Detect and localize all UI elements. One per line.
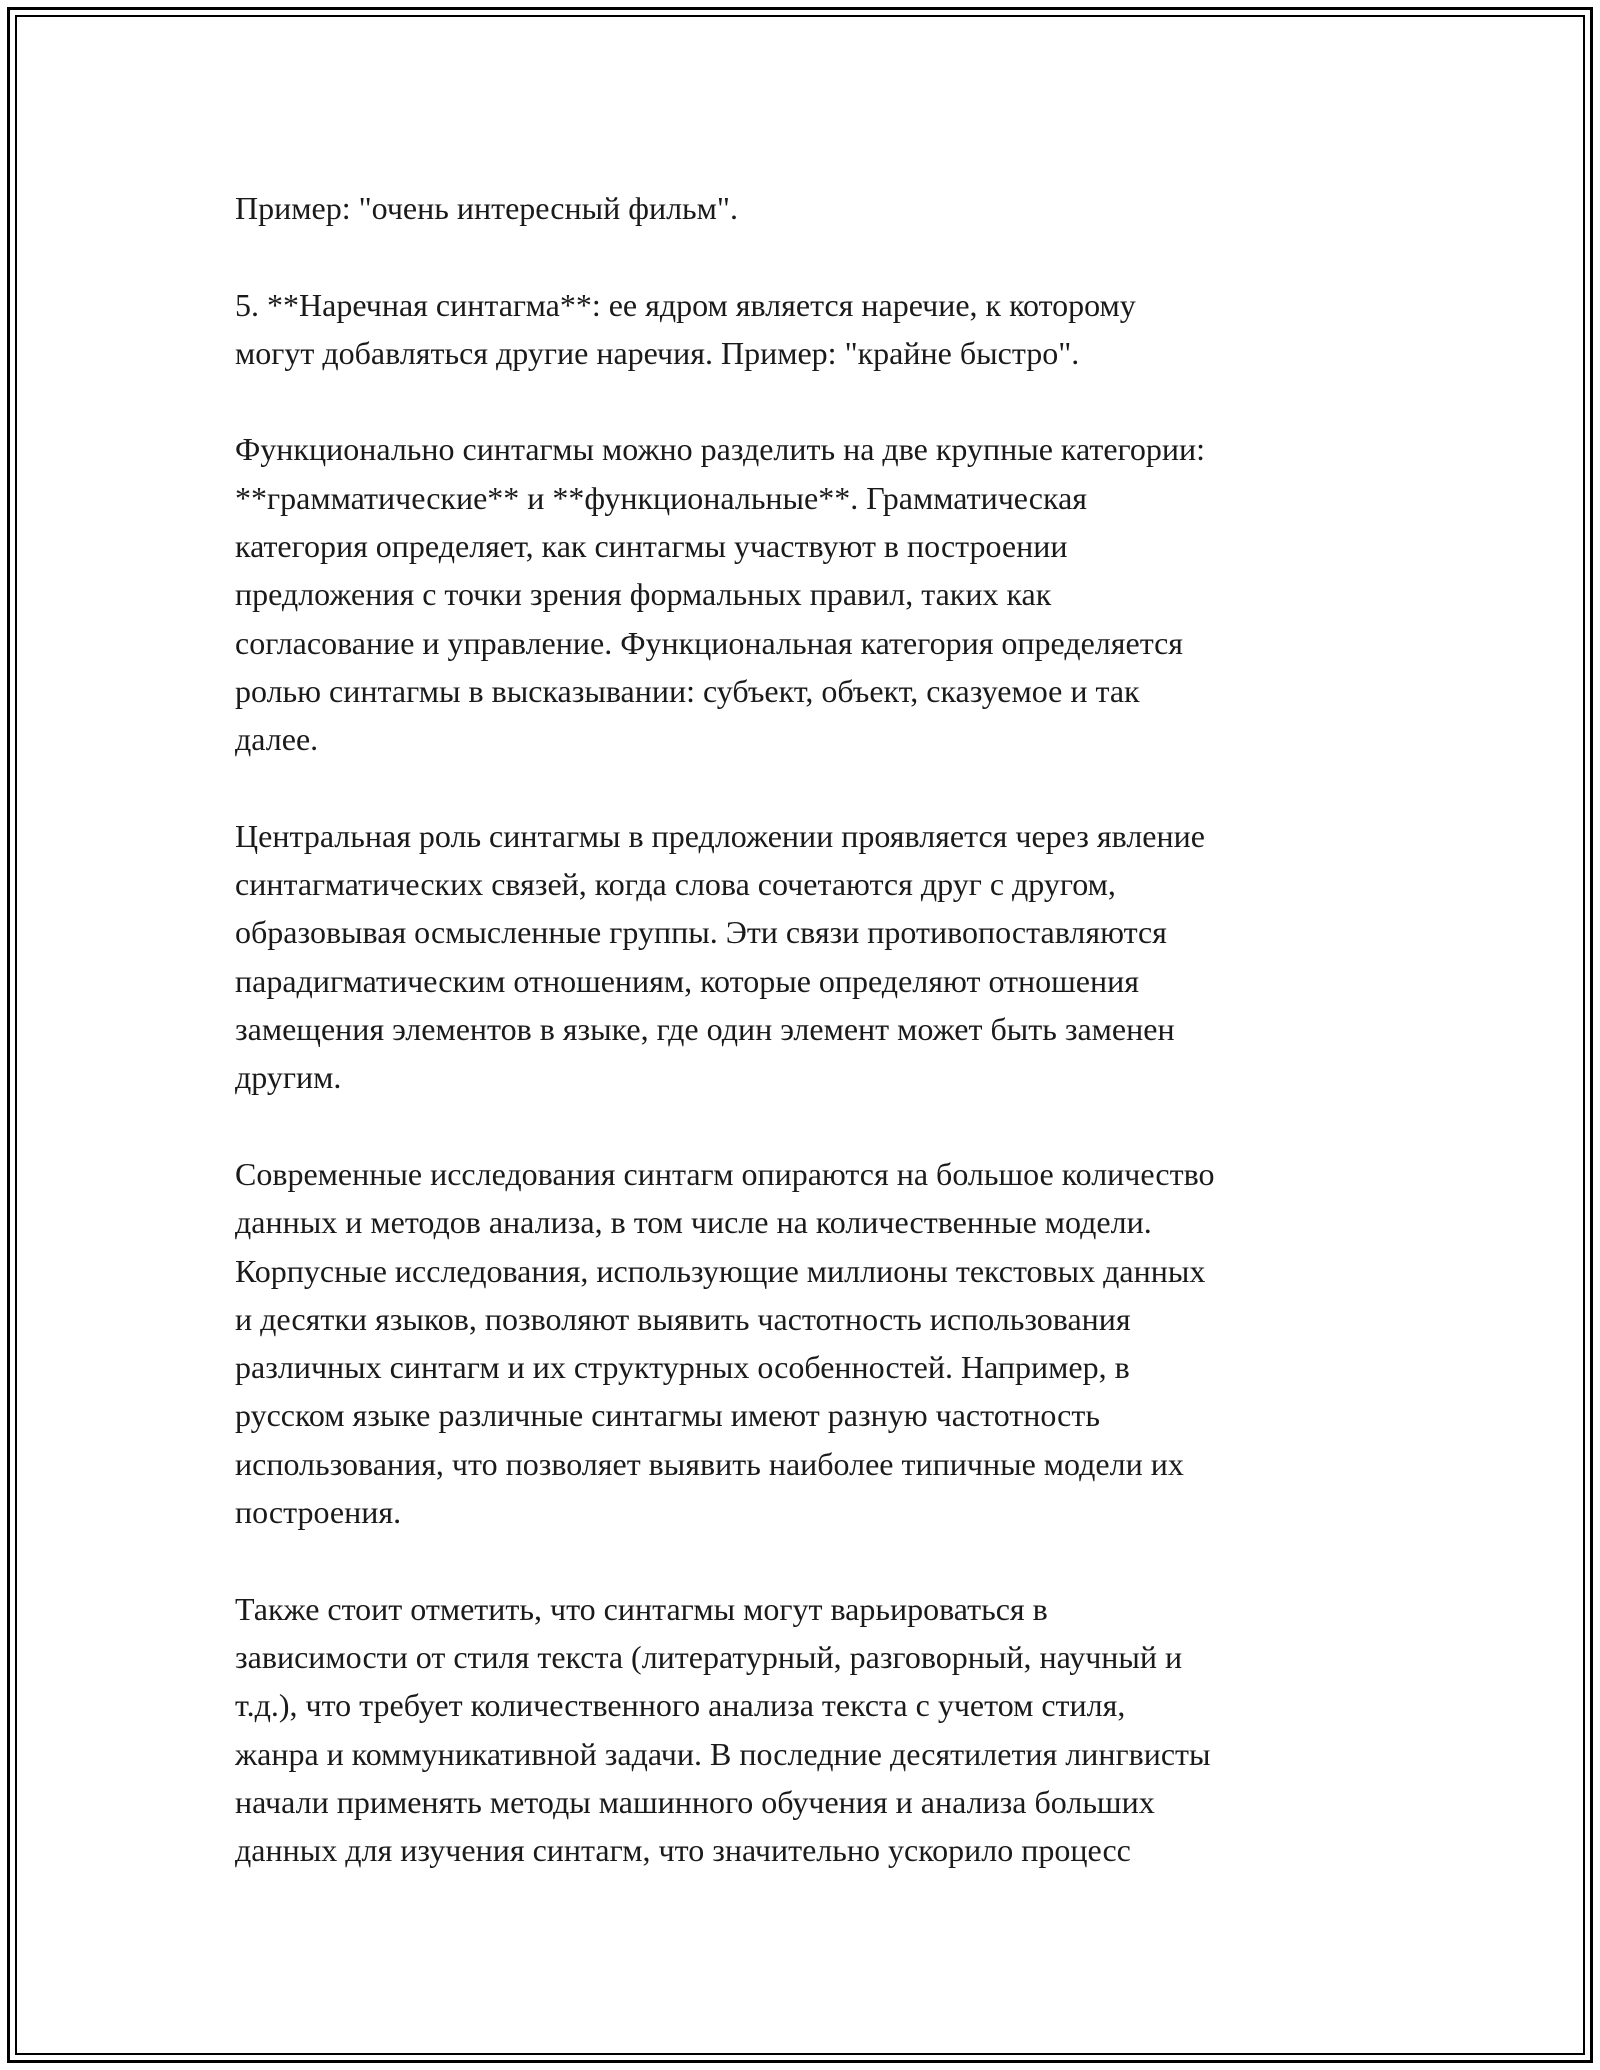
paragraph-style-variation: [235, 1585, 1375, 1875]
text-line: данных и методов анализа, в том числе на количественные модели.: [235, 1204, 1152, 1241]
paragraph-modern-research: [235, 1150, 1375, 1536]
text-line: ролью синтагмы в высказывании: субъект, объект, сказуемое и так: [235, 672, 1140, 709]
document-body: [235, 184, 1375, 1874]
text-line: зависимости от стиля текста (литературный, разговорный, научный и: [235, 1638, 1183, 1675]
text-line: далее.: [235, 721, 319, 758]
text-line: парадигматическим отношениям, которые определяют отношения: [235, 962, 1139, 999]
text-line: жанра и коммуникативной задачи. В последние десятилетия лингвисты: [235, 1735, 1211, 1772]
text-line: образовывая осмысленные группы. Эти связи противопоставляются: [235, 914, 1167, 951]
text-line: и десятки языков, позволяют выявить частотность использования: [235, 1300, 1131, 1337]
text-line: категория определяет, как синтагмы участвуют в построении: [235, 528, 1068, 565]
paragraph-functional-categories: [235, 425, 1375, 763]
text-line: синтагматических связей, когда слова сочетаются друг с другом,: [235, 866, 1116, 903]
text-line: Функционально синтагмы можно разделить на две крупные категории:: [235, 431, 1205, 468]
text-line: данных для изучения синтагм, что значительно ускорило процесс: [235, 1832, 1131, 1869]
text-line: начали применять методы машинного обучения и анализа больших: [235, 1783, 1155, 1820]
paragraph-adverbial-syntagm: [235, 281, 1375, 378]
text-line: различных синтагм и их структурных особенностей. Например, в: [235, 1349, 1130, 1386]
text-line: 5. **Наречная синтагма**: ее ядром является наречие, к которому: [235, 286, 1136, 323]
text-line: Корпусные исследования, использующие миллионы текстовых данных: [235, 1252, 1206, 1289]
text-line: согласование и управление. Функциональная категория определяется: [235, 624, 1183, 661]
text-line: русском языке различные синтагмы имеют разную частотность: [235, 1397, 1100, 1434]
text-line: Пример: "очень интересный фильм".: [235, 190, 738, 226]
text-line: предложения с точки зрения формальных правил, таких как: [235, 576, 1052, 613]
text-line: замещения элементов в языке, где один элемент может быть заменен: [235, 1011, 1175, 1048]
text-line: Центральная роль синтагмы в предложении проявляется через явление: [235, 817, 1205, 854]
text-line: Также стоит отметить, что синтагмы могут варьироваться в: [235, 1590, 1048, 1627]
text-line: Современные исследования синтагм опираются на большое количество: [235, 1155, 1215, 1192]
text-line: другим.: [235, 1059, 342, 1096]
paragraph-example-continuation: [235, 184, 1375, 232]
text-line: построения.: [235, 1494, 402, 1531]
text-line: могут добавляться другие наречия. Пример: "крайне быстро".: [235, 334, 1080, 371]
text-line: **грамматические** и **функциональные**. Грамматическая: [235, 479, 1087, 516]
paragraph-syntagmatic-relations: [235, 812, 1375, 1102]
text-line: использования, что позволяет выявить наиболее типичные модели их: [235, 1445, 1184, 1482]
text-line: т.д.), что требует количественного анализа текста с учетом стиля,: [235, 1687, 1126, 1724]
